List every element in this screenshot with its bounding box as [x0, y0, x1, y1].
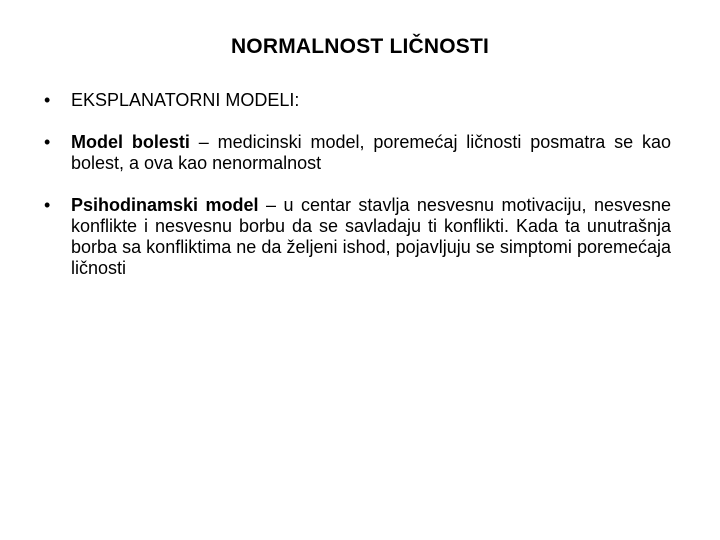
bullet-text: – medicinski model, poremećaj ličnosti posmatra se kao bolest, a ova kao nenormalnost [71, 132, 671, 173]
bullet-term: Psihodinamski model [71, 195, 259, 215]
bullet-text: – u centar stavlja nesvesnu motivaciju, nesvesne konflikte i nesvesnu borbu da se savladaju ti konflikti. Kada ta unutrašnja borba sa konfliktima ne da željeni ishod, pojavljuju se simptomi poremećaja ličnosti [71, 195, 671, 278]
bullet-term: Model bolesti [71, 132, 190, 152]
slide-title: NORMALNOST LIČNOSTI [230, 35, 490, 58]
bullet-list [44, 90, 671, 279]
bullet-item-psychodynamic-model [44, 195, 671, 279]
bullet-heading: EKSPLANATORNI MODELI: [71, 90, 300, 110]
bullet-dot-icon: • [44, 132, 51, 152]
bullet-item-disease-model [44, 132, 671, 174]
bullet-dot-icon: • [44, 195, 51, 215]
bullet-dot-icon: • [44, 90, 51, 110]
bullet-item-explanatory-models [44, 90, 671, 111]
